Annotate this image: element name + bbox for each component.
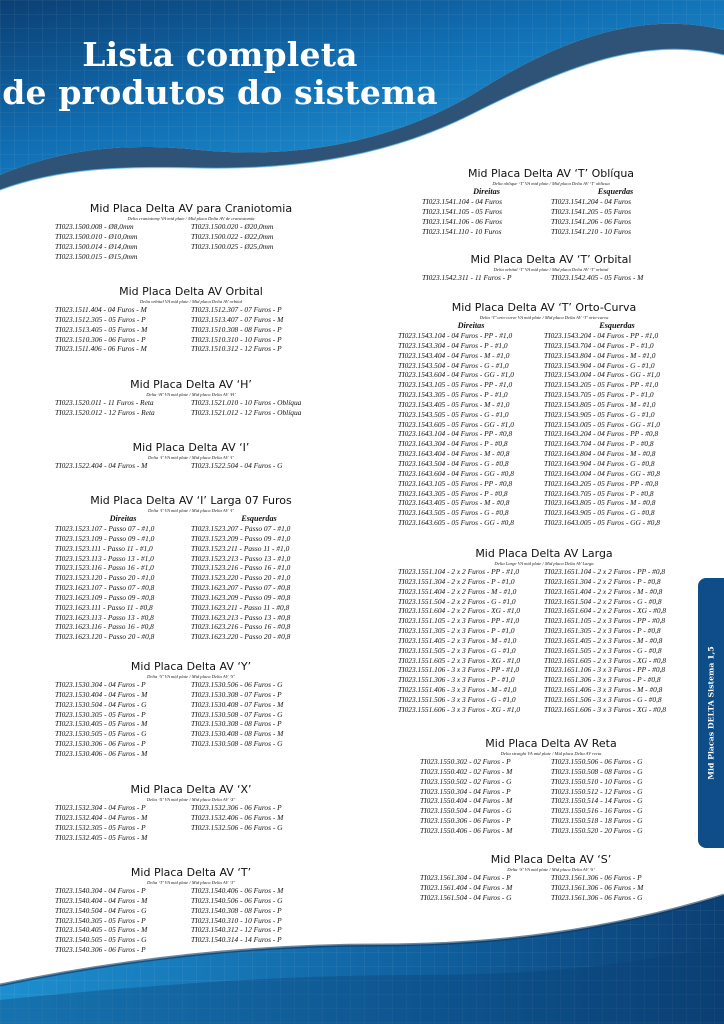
product-code: TI023.1530.508 - 08 Furos - G [191,739,283,749]
product-code: TI023.1530.306 - 06 Furos - P [55,739,146,749]
column-header: Esquerdas [241,514,277,523]
product-code: TI023.1623.120 - Passo 20 - #0,8 [55,632,155,642]
product-code: TI023.1643.604 - 04 Furos - GG - #0,8 [398,468,514,478]
product-code: TI023.1561.304 - 04 Furos - P [420,873,511,882]
product-code: TI023.1540.312 - 12 Furos - P [191,925,282,935]
product-code: TI023.1550.302 - 02 Furos - P [420,757,511,766]
product-code: TI023.1541.110 - 10 Furos [422,226,502,236]
section-columns [55,886,327,955]
product-code: TI023.1532.404 - 04 Furos - M [55,812,148,822]
product-code: TI023.1643.805 - 05 Furos - M - #0,8 [544,498,656,508]
product-code: TI023.1500.008 - Ø8,0mm [55,222,134,231]
product-code: TI023.1523.113 - Passo 13 - #1,0 [55,553,154,563]
product-code: TI023.1520.011 - 11 Furos - Reta [55,398,154,407]
product-code: TI023.1523.216 - Passo 16 - #1,0 [191,563,291,573]
section-title: Mid Placa Delta AV para Craniotomia [89,202,293,215]
product-code: TI023.1542.311 - 11 Furos - P [422,273,512,282]
product-code: TI023.1543.704 - 04 Furos - P - #1,0 [544,340,654,350]
product-code: TI023.1500.022 - Ø22,0mm [191,231,274,241]
product-section [422,167,680,236]
product-section [55,494,327,642]
product-code: TI023.1543.904 - 04 Furos - G - #1,0 [544,360,655,370]
product-code: TI023.1623.207 - Passo 07 - #0,8 [191,583,291,593]
product-code: TI023.1532.306 - 06 Furos - P [191,803,282,812]
product-code: TI023.1561.504 - 04 Furos - G [420,892,512,902]
product-code: TI023.1643.605 - 05 Furos - GG - #0,8 [398,518,514,528]
product-section [55,441,327,471]
product-column-left [55,514,191,642]
product-code: TI023.1651.605 - 2 x 3 Furos - XG - #0,8 [544,655,667,665]
product-column-right [551,757,682,836]
product-code: TI023.1532.506 - 06 Furos - G [191,822,283,832]
product-code: TI023.1561.306 - 06 Furos - P [551,873,642,882]
section-columns [55,680,327,759]
product-code: TI023.1550.404 - 04 Furos - M [420,796,513,806]
section-columns [422,273,680,283]
product-column-right [191,680,327,759]
product-code: TI023.1651.105 - 2 x 3 Furos - PP - #0,8 [544,616,666,626]
product-code: TI023.1643.105 - 05 Furos - PP - #0,8 [398,478,513,488]
product-code: TI023.1550.514 - 14 Furos - G [551,796,643,806]
product-code: TI023.1523.109 - Passo 09 - #1,0 [55,533,155,543]
product-code: TI023.1651.406 - 3 x 3 Furos - M - #0,8 [544,685,663,695]
section-title: Mid Placa Delta AV Reta [485,737,617,750]
product-section [422,253,680,283]
section-columns [55,305,327,354]
product-code: TI023.1550.510 - 10 Furos - G [551,776,643,786]
product-code: TI023.1551.405 - 2 x 3 Furos - M - #1,0 [398,635,517,645]
product-code: TI023.1651.106 - 3 x 3 Furos - PP - #0,8 [544,665,666,675]
product-code: TI023.1530.505 - 05 Furos - G [55,729,147,739]
product-column-left [55,305,191,354]
product-code: TI023.1551.105 - 2 x 3 Furos - PP - #1,0 [398,616,520,626]
product-column-right [191,514,327,642]
section-columns [398,567,690,715]
product-code: TI023.1550.520 - 20 Furos - G [551,825,643,835]
product-code: TI023.1643.004 - 04 Furos - GG - #0,8 [544,468,660,478]
product-code: TI023.1550.506 - 06 Furos - G [551,757,643,766]
product-code: TI023.1540.506 - 06 Furos - G [191,895,283,905]
product-column-right [191,398,327,418]
section-subtitle: Delta ‘X’ VA mid plate / Mid placa Delta AV ‘X’ [146,797,236,802]
product-column-right [544,321,690,528]
column-header: Esquerdas [599,321,635,330]
product-code: TI023.1532.406 - 06 Furos - M [191,812,284,822]
product-code: TI023.1521.010 - 10 Furos - Oblíqua [191,398,302,407]
product-code: TI023.1543.205 - 05 Furos - PP - #1,0 [544,380,659,390]
product-code: TI023.1541.105 - 05 Furos [422,206,502,216]
product-code: TI023.1500.014 - Ø14,0mm [55,241,138,251]
title-line-2: de produtos do sistema [2,73,438,112]
product-code: TI023.1623.116 - Passo 16 - #0,8 [55,622,154,632]
product-section [55,202,327,261]
product-code: TI023.1651.306 - 3 x 3 Furos - P - #0,8 [544,675,661,685]
product-column-right [544,567,690,715]
product-code: TI023.1643.905 - 05 Furos - G - #0,8 [544,508,655,518]
product-code: TI023.1511.406 - 06 Furos - M [55,344,147,354]
product-code: TI023.1540.314 - 14 Furos - P [191,935,282,945]
title-line-1: Lista completa [82,35,358,74]
product-code: TI023.1651.304 - 2 x 2 Furos - P - #0,8 [544,576,661,586]
product-code: TI023.1521.012 - 12 Furos - Oblíqua [191,407,302,417]
product-code: TI023.1651.604 - 2 x 2 Furos - XG - #0,8 [544,606,667,616]
product-code: TI023.1510.310 - 10 Furos - P [191,334,282,344]
product-code: TI023.1643.104 - 04 Furos - PP - #0,8 [398,429,513,439]
product-code: TI023.1550.512 - 12 Furos - G [551,786,643,796]
column-header: Direitas [457,321,485,330]
product-code: TI023.1512.307 - 07 Furos - P [191,305,282,314]
product-code: TI023.1523.207 - Passo 07 - #1,0 [191,524,291,533]
product-column-left [55,803,191,842]
product-code: TI023.1523.209 - Passo 09 - #1,0 [191,533,291,543]
product-column-left [422,273,551,283]
section-columns [55,461,327,471]
section-subtitle: Delta straight VA mid plate / Mid placa Delta AV recta [500,751,602,756]
product-code: TI023.1551.404 - 2 x 2 Furos - M - #1,0 [398,586,517,596]
product-code: TI023.1551.306 - 3 x 3 Furos - P - #1,0 [398,675,515,685]
product-section [55,285,327,354]
product-code: TI023.1623.220 - Passo 20 - #0,8 [191,632,291,642]
section-subtitle: Delta ‘T’ orto-curve VA mid plate / Mid placa Delta AV ‘T’ orto-curva [479,315,609,320]
product-code: TI023.1500.010 - Ø10,0mm [55,231,138,241]
product-code: TI023.1623.216 - Passo 16 - #0,8 [191,622,291,632]
product-code: TI023.1513.407 - 07 Furos - M [191,314,284,324]
product-code: TI023.1522.404 - 04 Furos - M [55,461,148,470]
product-code: TI023.1520.012 - 12 Furos - Reta [55,407,155,417]
section-subtitle: Delta orbital VA mid plate / Mid placa Delta AV orbital [139,299,243,304]
product-code: TI023.1530.504 - 04 Furos - G [55,699,147,709]
product-code: TI023.1541.106 - 06 Furos [422,216,502,226]
product-code: TI023.1540.305 - 05 Furos - P [55,915,146,925]
product-code: TI023.1651.606 - 3 x 3 Furos - XG - #0,8 [544,704,667,714]
product-code: TI023.1530.308 - 07 Furos - P [191,689,282,699]
product-column-left [422,187,551,236]
product-code: TI023.1651.506 - 3 x 3 Furos - G - #0,8 [544,694,662,704]
section-subtitle: Delta craniotomy VA mid plate / Mid placa Delta AV de craneotomía [127,216,255,221]
side-tab-label: Mid Placas DELTA Sistema 1,5 [706,646,716,780]
product-code: TI023.1500.015 - Ø15,0mm [55,251,138,261]
product-code: TI023.1623.209 - Passo 09 - #0,8 [191,592,291,602]
section-title: Mid Placa Delta AV ‘T’ Orto-Curva [451,301,637,314]
product-section [55,378,327,418]
product-code: TI023.1540.504 - 04 Furos - G [55,905,147,915]
product-code: TI023.1522.504 - 04 Furos - G [191,461,283,470]
product-code: TI023.1543.504 - 04 Furos - G - #1,0 [398,360,509,370]
section-subtitle: Delta ‘S’ VA mid plate / Mid placa Delta AV ‘S’ [507,867,595,872]
product-code: TI023.1643.005 - 05 Furos - GG - #0,8 [544,518,660,528]
product-code: TI023.1551.506 - 3 x 3 Furos - G - #1,0 [398,694,516,704]
product-code: TI023.1510.312 - 12 Furos - P [191,344,282,354]
product-section [55,660,327,759]
section-subtitle: Delta oblique ‘T’ VA mid plate / Mid placa Delta AV ‘T’ oblicua [492,181,610,186]
product-column-left [398,567,544,715]
column-header: Direitas [473,187,500,196]
product-code: TI023.1530.408 - 08 Furos - M [191,729,284,739]
product-code: TI023.1550.518 - 18 Furos - G [551,816,643,826]
product-code: TI023.1523.107 - Passo 07 - #1,0 [55,524,155,533]
product-code: TI023.1543.805 - 05 Furos - M - #1,0 [544,399,656,409]
product-column-right [191,803,327,842]
product-code: TI023.1540.404 - 04 Furos - M [55,895,148,905]
product-code: TI023.1541.204 - 04 Furos [551,197,631,206]
section-subtitle: Delta orbital ‘T’ VA mid plate / Mid placa Delta AV ‘T’ orbital [493,267,609,272]
section-title: Mid Placa Delta AV ‘X’ [130,783,252,796]
product-code: TI023.1551.104 - 2 x 2 Furos - PP - #1,0 [398,567,520,576]
product-code: TI023.1543.305 - 05 Furos - P - #1,0 [398,390,508,400]
product-code: TI023.1543.005 - 05 Furos - GG - #1,0 [544,419,660,429]
section-title: Mid Placa Delta AV ‘T’ Orbital [470,253,632,266]
product-code: TI023.1623.211 - Passo 11 - #0,8 [191,602,290,612]
product-code: TI023.1530.408 - 07 Furos - M [191,699,284,709]
product-code: TI023.1551.304 - 2 x 2 Furos - P - #1,0 [398,576,515,586]
product-code: TI023.1543.505 - 05 Furos - G - #1,0 [398,409,509,419]
product-section [420,853,682,903]
product-code: TI023.1541.206 - 06 Furos [551,216,631,226]
product-code: TI023.1543.105 - 05 Furos - PP - #1,0 [398,380,513,390]
product-code: TI023.1543.405 - 05 Furos - M - #1,0 [398,399,510,409]
product-code: TI023.1513.405 - 05 Furos - M [55,324,148,334]
product-code: TI023.1543.304 - 04 Furos - P - #1,0 [398,340,508,350]
product-column-left [55,461,191,471]
product-code: TI023.1540.505 - 05 Furos - G [55,935,147,945]
product-code: TI023.1543.905 - 05 Furos - G - #1,0 [544,409,655,419]
product-code: TI023.1643.505 - 05 Furos - G - #0,8 [398,508,509,518]
product-code: TI023.1500.025 - Ø25,0mm [191,241,274,251]
section-title: Mid Placa Delta AV ‘S’ [490,853,612,866]
section-columns [55,222,327,261]
product-code: TI023.1550.516 - 16 Furos - G [551,806,643,816]
product-code: TI023.1510.308 - 08 Furos - P [191,324,282,334]
product-section [55,783,327,842]
product-code: TI023.1543.804 - 04 Furos - M - #1,0 [544,350,656,360]
product-code: TI023.1540.308 - 08 Furos - P [191,905,282,915]
section-columns [55,398,327,418]
product-code: TI023.1551.106 - 3 x 3 Furos - PP - #1,0 [398,665,520,675]
product-code: TI023.1530.304 - 04 Furos - P [55,680,146,689]
product-code: TI023.1651.305 - 2 x 3 Furos - P - #0,8 [544,626,661,636]
product-code: TI023.1561.306 - 06 Furos - G [551,892,643,902]
product-code: TI023.1550.306 - 06 Furos - P [420,816,511,826]
product-code: TI023.1500.020 - Ø20,0mm [191,222,274,231]
product-code: TI023.1551.606 - 3 x 3 Furos - XG - #1,0 [398,704,521,714]
product-code: TI023.1540.304 - 04 Furos - P [55,886,146,895]
section-title: Mid Placa Delta AV ‘I’ [132,441,250,454]
product-column-right [191,305,327,354]
product-code: TI023.1512.305 - 05 Furos - P [55,314,146,324]
product-code: TI023.1511.404 - 04 Furos - M [55,305,147,314]
product-code: TI023.1550.504 - 04 Furos - G [420,806,512,816]
section-subtitle: Delta ‘I’ VA mid plate / Mid placa Delta AV ‘I’ [148,508,234,513]
product-code: TI023.1550.508 - 08 Furos - G [551,766,643,776]
section-columns [422,187,680,236]
product-code: TI023.1623.213 - Passo 13 - #0,8 [191,612,291,622]
product-code: TI023.1643.304 - 04 Furos - P - #0,8 [398,439,508,449]
product-code: TI023.1530.305 - 05 Furos - P [55,709,146,719]
section-subtitle: Delta Large VA mid plate / Mid placa Delta AV Larga [494,561,594,566]
product-code: TI023.1550.304 - 04 Furos - P [420,786,511,796]
product-code: TI023.1561.306 - 06 Furos - M [551,882,644,892]
product-code: TI023.1551.305 - 2 x 3 Furos - P - #1,0 [398,626,515,636]
side-tab [698,578,724,848]
section-subtitle: Delta ‘I’ VA mid plate / Mid placa Delta AV ‘I’ [148,455,234,460]
product-code: TI023.1651.404 - 2 x 2 Furos - M - #0,8 [544,586,663,596]
product-code: TI023.1643.404 - 04 Furos - M - #0,8 [398,449,510,459]
product-code: TI023.1550.406 - 06 Furos - M [420,825,513,835]
product-column-right [551,873,682,903]
product-section [398,301,690,528]
product-code: TI023.1551.605 - 2 x 3 Furos - XG - #1,0 [398,655,521,665]
product-code: TI023.1643.704 - 04 Furos - P - #0,8 [544,439,654,449]
product-column-left [420,873,551,903]
product-column-right [191,886,327,955]
section-title: Mid Placa Delta AV Larga [475,547,613,560]
product-code: TI023.1530.308 - 08 Furos - P [191,719,282,729]
section-title: Mid Placa Delta AV ‘T’ [130,866,252,879]
product-code: TI023.1651.104 - 2 x 2 Furos - PP - #0,8 [544,567,666,576]
product-code: TI023.1540.310 - 10 Furos - P [191,915,282,925]
product-code: TI023.1651.405 - 2 x 3 Furos - M - #0,8 [544,635,663,645]
product-code: TI023.1543.404 - 04 Furos - M - #1,0 [398,350,510,360]
product-code: TI023.1530.405 - 05 Furos - M [55,719,148,729]
product-code: TI023.1551.505 - 2 x 3 Furos - G - #1,0 [398,645,516,655]
product-column-left [55,886,191,955]
section-subtitle: Delta ‘H’ VA mid plate / Mid placa Delta AV ‘H’ [146,392,236,397]
product-code: TI023.1530.406 - 06 Furos - M [55,748,148,758]
product-code: TI023.1651.505 - 2 x 3 Furos - G - #0,8 [544,645,662,655]
product-code: TI023.1523.211 - Passo 11 - #1,0 [191,543,290,553]
column-header: Direitas [109,514,137,523]
product-column-left [55,680,191,759]
section-subtitle: Delta ‘T’ VA mid plate / Mid placa Delta AV ‘T’ [147,880,235,885]
product-section [420,737,682,836]
product-code: TI023.1643.305 - 05 Furos - P - #0,8 [398,488,508,498]
section-title: Mid Placa Delta AV ‘I’ Larga 07 Furos [90,494,292,507]
section-columns [55,514,327,642]
product-code: TI023.1643.504 - 04 Furos - G - #0,8 [398,458,509,468]
product-column-left [398,321,544,528]
product-code: TI023.1643.205 - 05 Furos - PP - #0,8 [544,478,659,488]
product-column-left [55,222,191,261]
product-code: TI023.1543.604 - 04 Furos - GG - #1,0 [398,370,514,380]
product-column-right [551,187,680,236]
product-code: TI023.1542.405 - 05 Furos - M [551,273,644,282]
product-code: TI023.1532.405 - 05 Furos - M [55,832,148,842]
product-code: TI023.1541.205 - 05 Furos [551,206,631,216]
product-code: TI023.1523.220 - Passo 20 - #1,0 [191,573,291,583]
product-code: TI023.1651.504 - 2 x 2 Furos - G - #0,8 [544,596,662,606]
product-code: TI023.1543.204 - 04 Furos - PP - #1,0 [544,331,659,340]
section-columns [55,803,327,842]
product-code: TI023.1543.705 - 05 Furos - P - #1,0 [544,390,654,400]
product-code: TI023.1530.506 - 06 Furos - G [191,680,283,689]
product-code: TI023.1543.104 - 04 Furos - PP - #1,0 [398,331,513,340]
product-code: TI023.1561.404 - 04 Furos - M [420,882,513,892]
product-code: TI023.1550.502 - 02 Furos - G [420,776,512,786]
product-code: TI023.1543.605 - 05 Furos - GG - #1,0 [398,419,514,429]
section-columns [398,321,690,528]
section-title: Mid Placa Delta AV ‘T’ Oblíqua [467,167,635,180]
product-code: TI023.1540.406 - 06 Furos - M [191,886,284,895]
product-column-right [191,222,327,261]
section-columns [420,873,682,903]
product-column-left [420,757,551,836]
product-code: TI023.1623.107 - Passo 07 - #0,8 [55,583,155,593]
section-columns [420,757,682,836]
product-code: TI023.1551.504 - 2 x 2 Furos - G - #1,0 [398,596,516,606]
page-title [0,36,440,112]
product-code: TI023.1530.508 - 07 Furos - G [191,709,283,719]
product-code: TI023.1532.305 - 05 Furos - P [55,822,146,832]
section-title: Mid Placa Delta AV ‘Y’ [130,660,252,673]
product-code: TI023.1623.111 - Passo 11 - #0,8 [55,602,153,612]
product-code: TI023.1550.402 - 02 Furos - M [420,766,513,776]
product-section [398,547,690,715]
product-code: TI023.1643.204 - 04 Furos - PP - #0,8 [544,429,659,439]
section-title: Mid Placa Delta AV ‘H’ [130,378,252,391]
product-code: TI023.1623.113 - Passo 13 - #0,8 [55,612,154,622]
product-code: TI023.1643.705 - 05 Furos - P - #0,8 [544,488,654,498]
product-code: TI023.1523.116 - Passo 16 - #1,0 [55,563,154,573]
product-column-left [55,398,191,418]
column-header: Esquerdas [597,187,634,196]
product-code: TI023.1530.404 - 04 Furos - M [55,689,148,699]
product-code: TI023.1523.111 - Passo 11 - #1,0 [55,543,153,553]
product-code: TI023.1523.213 - Passo 13 - #1,0 [191,553,291,563]
product-column-right [551,273,680,283]
product-code: TI023.1551.604 - 2 x 2 Furos - XG - #1,0 [398,606,521,616]
product-column-right [191,461,327,471]
product-code: TI023.1643.804 - 04 Furos - M - #0,8 [544,449,656,459]
product-code: TI023.1532.304 - 04 Furos - P [55,803,146,812]
product-code: TI023.1510.306 - 06 Furos - P [55,334,146,344]
product-code: TI023.1523.120 - Passo 20 - #1,0 [55,573,155,583]
product-section [55,866,327,955]
product-code: TI023.1643.405 - 05 Furos - M - #0,8 [398,498,510,508]
product-code: TI023.1541.210 - 10 Furos [551,226,631,236]
product-code: TI023.1643.904 - 04 Furos - G - #0,8 [544,458,655,468]
product-code: TI023.1541.104 - 04 Furos [422,197,502,206]
section-subtitle: Delta ‘Y’ VA mid plate / Mid placa Delta AV ‘Y’ [147,674,235,679]
product-code: TI023.1543.004 - 04 Furos - GG - #1,0 [544,370,660,380]
product-code: TI023.1540.405 - 05 Furos - M [55,925,148,935]
product-code: TI023.1623.109 - Passo 09 - #0,8 [55,592,155,602]
product-code: TI023.1540.306 - 06 Furos - P [55,945,146,955]
section-title: Mid Placa Delta AV Orbital [119,285,263,298]
product-code: TI023.1551.406 - 3 x 3 Furos - M - #1,0 [398,685,517,695]
